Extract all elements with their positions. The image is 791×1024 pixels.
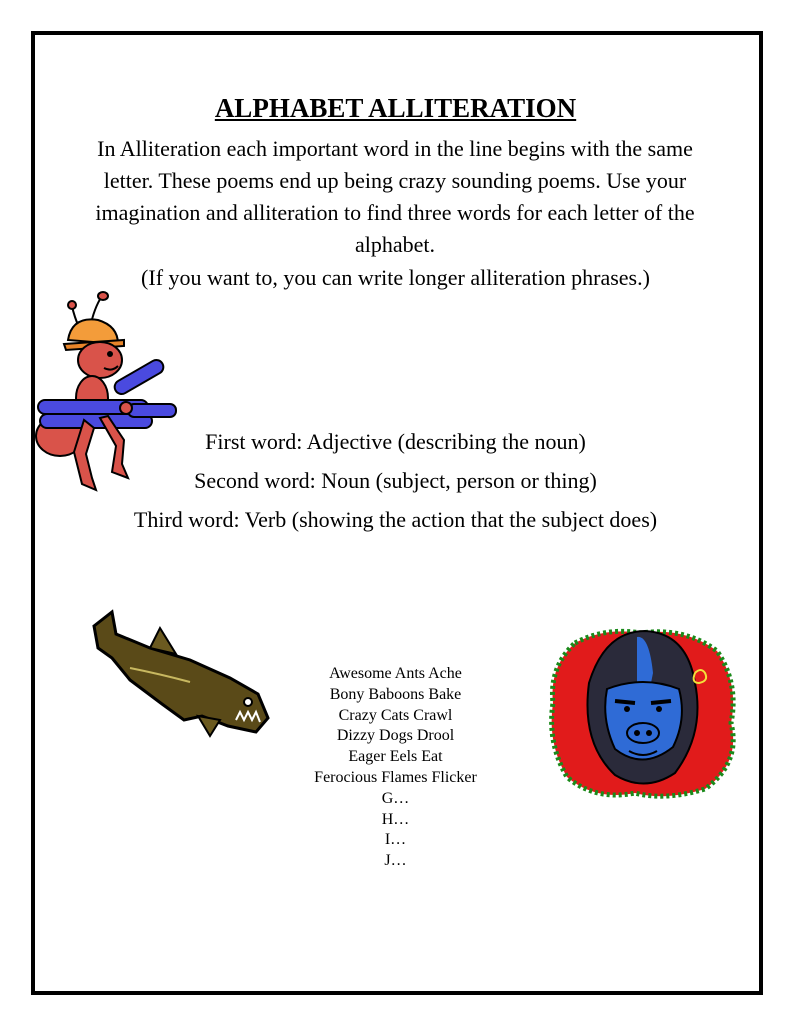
note-text: (If you want to, you can write longer alliteration phrases.)	[141, 265, 650, 290]
page-title: ALPHABET ALLITERATION	[214, 93, 577, 123]
list-item: I…	[384, 831, 407, 849]
word-type-second: Second word: Noun (subject, person or thing)	[194, 468, 597, 493]
list-item: Eager Eels Eat	[348, 748, 443, 766]
list-item: G…	[381, 789, 410, 807]
list-item: Crazy Cats Crawl	[338, 706, 453, 724]
fish-eye	[244, 698, 252, 706]
list-item: J…	[384, 852, 407, 870]
intro-paragraph: In Alliteration each important word in the line begins with the same letter. These poems end up being crazy sounding poems. Use your imagination and alliteration to find three words for each letter of the alphabet.	[95, 136, 695, 257]
word-type-third: Third word: Verb (showing the action that the subject does)	[133, 507, 658, 532]
fish-illustration	[90, 608, 275, 740]
gorilla-face	[605, 682, 682, 760]
list-item: H…	[381, 810, 410, 828]
list-item: Ferocious Flames Flicker	[314, 768, 477, 786]
list-item: Dizzy Dogs Drool	[336, 727, 455, 745]
ant-illustration	[32, 288, 182, 498]
list-item: Bony Baboons Bake	[329, 685, 462, 703]
ant-head	[78, 342, 122, 378]
word-type-first: First word: Adjective (describing the noun)	[205, 429, 586, 454]
gorilla-nose	[627, 723, 659, 743]
gorilla-illustration	[545, 623, 740, 801]
list-item: Awesome Ants Ache	[329, 665, 462, 682]
